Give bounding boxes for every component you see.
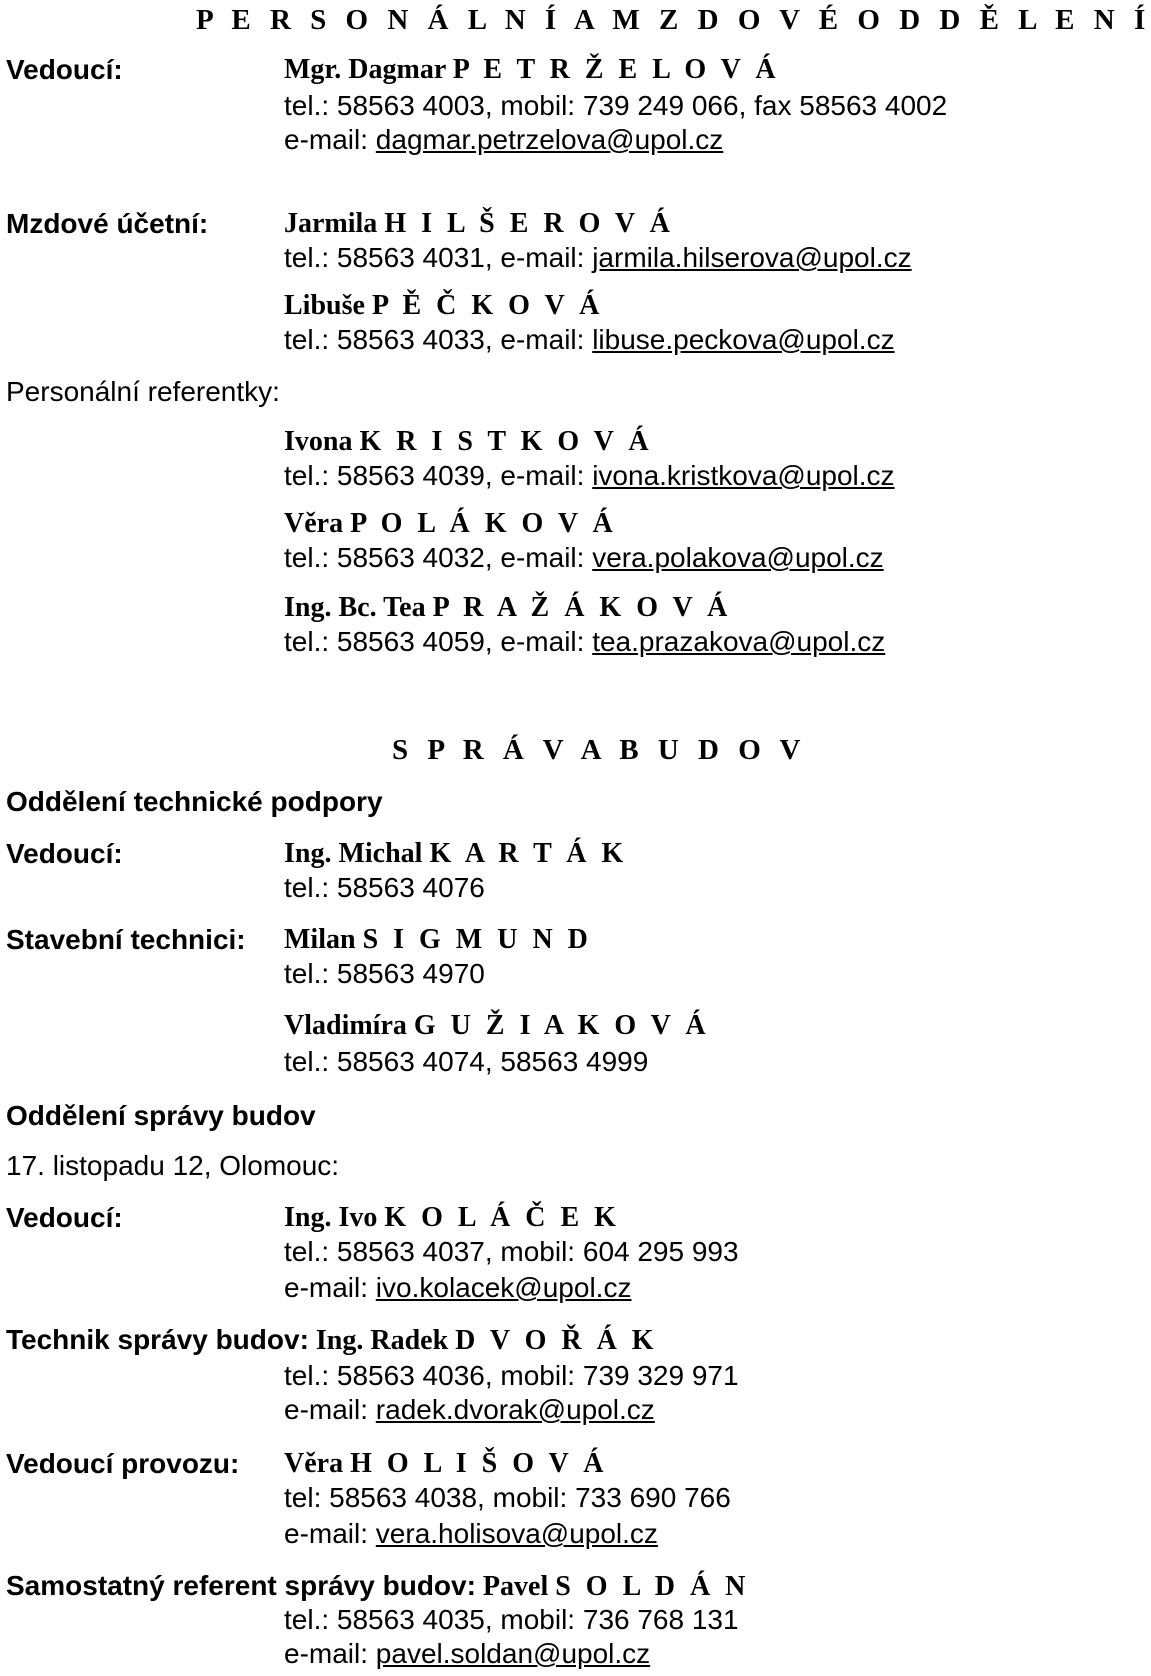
hr-contact-1 xyxy=(284,462,895,490)
phone: tel.: 58563 4039, e-mail: xyxy=(284,460,593,491)
head-name-prefix: Mgr. Dagmar xyxy=(284,54,446,85)
surname: H I L Š E R O V Á xyxy=(384,208,674,239)
payroll-name-2 xyxy=(284,292,603,320)
phone: tel.: 58563 4032, e-mail: xyxy=(284,542,593,573)
head-phone: tel.: 58563 4003, mobil: 739 249 066, fax 58563 4002 xyxy=(284,90,948,121)
ops-email-line xyxy=(284,1520,658,1548)
surname: P R A Ž Á K O V Á xyxy=(432,592,732,623)
email-link[interactable]: libuse.peckova@upol.cz xyxy=(592,324,895,355)
email-link[interactable]: tea.prazakova@upol.cz xyxy=(592,626,886,657)
technician-phone-2: tel.: 58563 4074, 58563 4999 xyxy=(284,1046,649,1077)
hr-name-3 xyxy=(284,594,731,622)
hr-name-1 xyxy=(284,428,653,456)
first-name: Ing. Michal xyxy=(284,838,423,869)
personnel-title: P E R S O N Á L N Í A M Z D O V É O D D Ě L E N Í xyxy=(196,4,1151,36)
first-name: Ing. Bc. Tea xyxy=(284,592,426,623)
first-name: Jarmila xyxy=(284,208,378,239)
ref-phone: tel.: 58563 4035, mobil: 736 768 131 xyxy=(284,1604,739,1635)
head-surname: P E T R Ž E L O V Á xyxy=(452,54,780,85)
tech-mgr-row xyxy=(6,1326,658,1355)
phone: tel.: 58563 4059, e-mail: xyxy=(284,626,593,657)
surname: S I G M U N D xyxy=(362,924,592,955)
surname: G U Ž I A K O V Á xyxy=(413,1010,710,1041)
email-label: e-mail: xyxy=(284,1272,376,1303)
mgmt-head-name xyxy=(284,1204,620,1232)
technician-name-1 xyxy=(284,926,592,954)
email-label: e-mail: xyxy=(284,1518,376,1549)
surname: H O L I Š O V Á xyxy=(350,1448,608,1479)
email-label: e-mail: xyxy=(284,124,376,155)
surname: K A R T Á K xyxy=(429,838,628,869)
payroll-contact-2 xyxy=(284,326,895,354)
mgmt-head-label: Vedoucí: xyxy=(6,1202,123,1233)
mgmt-head-email-line xyxy=(284,1274,631,1302)
head-email-line xyxy=(284,126,723,154)
head-name xyxy=(284,56,780,84)
tech-mgr-phone: tel.: 58563 4036, mobil: 739 329 971 xyxy=(284,1360,739,1391)
surname: D V O Ř Á K xyxy=(455,1325,658,1356)
hr-contact-2 xyxy=(284,544,884,572)
first-name: Věra xyxy=(284,508,344,539)
tech-head-name xyxy=(284,840,627,868)
surname: K O L Á Č E K xyxy=(384,1202,620,1233)
tech-mgr-email-line xyxy=(284,1396,655,1424)
surname: P O L Á K O V Á xyxy=(350,508,617,539)
surname: K R I S T K O V Á xyxy=(359,426,653,457)
ops-email-link[interactable]: vera.holisova@upol.cz xyxy=(375,1518,658,1549)
mgmt-head-phone: tel.: 58563 4037, mobil: 604 295 993 xyxy=(284,1236,739,1267)
tech-head-phone: tel.: 58563 4076 xyxy=(284,872,485,903)
ref-row xyxy=(6,1572,749,1601)
payroll-label: Mzdové účetní: xyxy=(6,208,209,239)
email-link[interactable]: ivona.kristkova@upol.cz xyxy=(592,460,895,491)
tech-head-label: Vedoucí: xyxy=(6,838,123,869)
tech-mgr-label: Technik správy budov: xyxy=(6,1324,309,1355)
mgmt-address: 17. listopadu 12, Olomouc: xyxy=(6,1150,340,1181)
mgmt-head-email-link[interactable]: ivo.kolacek@upol.cz xyxy=(375,1272,632,1303)
first-name: Věra xyxy=(284,1448,344,1479)
hr-contact-3 xyxy=(284,628,885,656)
ops-name xyxy=(284,1450,607,1478)
first-name: Vladimíra xyxy=(284,1010,407,1041)
ops-phone: tel: 58563 4038, mobil: 733 690 766 xyxy=(284,1482,731,1513)
first-name: Milan xyxy=(284,924,356,955)
buildings-title: S P R Á V A B U D O V xyxy=(392,734,807,766)
head-label: Vedoucí: xyxy=(6,54,123,85)
first-name: Ing. Ivo xyxy=(284,1202,378,1233)
payroll-contact-1 xyxy=(284,244,912,272)
email-label: e-mail: xyxy=(284,1394,376,1425)
first-name: Ing. Radek xyxy=(315,1325,449,1356)
phone: tel.: 58563 4031, e-mail: xyxy=(284,242,593,273)
phone: tel.: 58563 4033, e-mail: xyxy=(284,324,593,355)
hr-label: Personální referentky: xyxy=(6,376,280,407)
technician-name-2 xyxy=(284,1012,710,1040)
ref-email-link[interactable]: pavel.soldan@upol.cz xyxy=(375,1638,651,1669)
ref-label: Samostatný referent správy budov: xyxy=(6,1570,476,1601)
email-link[interactable]: vera.polakova@upol.cz xyxy=(592,542,884,573)
tech-dept-heading: Oddělení technické podpory xyxy=(6,786,383,817)
ops-label: Vedoucí provozu: xyxy=(6,1448,240,1479)
first-name: Libuše xyxy=(284,290,365,321)
first-name: Pavel xyxy=(482,1571,549,1602)
tech-mgr-email-link[interactable]: radek.dvorak@upol.cz xyxy=(375,1394,655,1425)
surname: S O L D Á N xyxy=(555,1571,750,1602)
technician-phone-1: tel.: 58563 4970 xyxy=(284,958,485,989)
head-email-link[interactable]: dagmar.petrzelova@upol.cz xyxy=(375,124,724,155)
email-link[interactable]: jarmila.hilserova@upol.cz xyxy=(592,242,912,273)
ref-email-line xyxy=(284,1640,650,1668)
mgmt-dept-heading: Oddělení správy budov xyxy=(6,1100,316,1131)
surname: P Ě Č K O V Á xyxy=(371,290,604,321)
first-name: Ivona xyxy=(284,426,353,457)
technicians-label: Stavební technici: xyxy=(6,924,246,955)
payroll-name-1 xyxy=(284,210,674,238)
hr-name-2 xyxy=(284,510,617,538)
email-label: e-mail: xyxy=(284,1638,376,1669)
